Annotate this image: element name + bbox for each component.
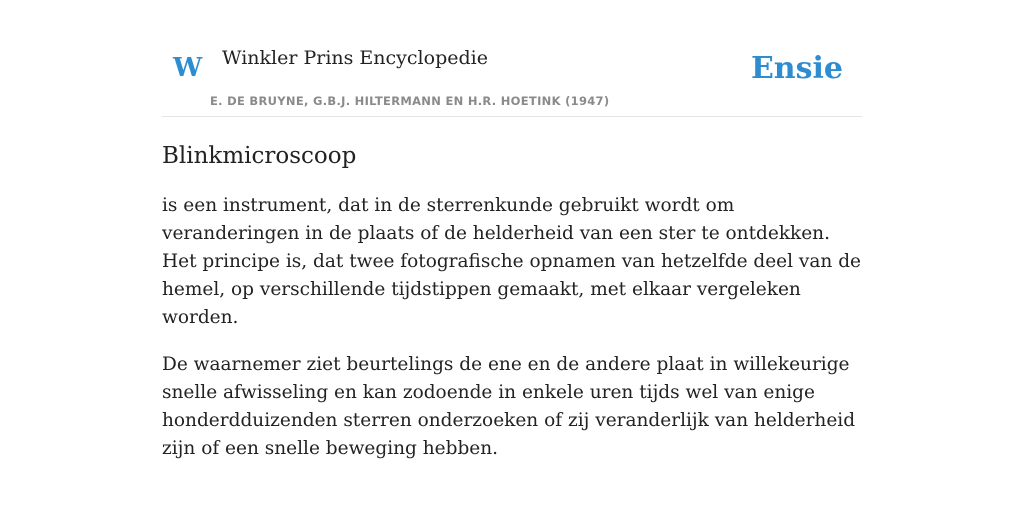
entry-paragraph: is een instrument, dat in de sterrenkunde gebruikt wordt om veranderingen in de plaats of de helderheid van een ster te ontdekken. Het principe is, dat twee fotografische opnamen van hetzelfde deel van de hemel, op verschillende tijdstippen gemaakt, met elkaar vergeleken worden. (162, 195, 861, 328)
entry-title: Blinkmicroscoop (162, 143, 357, 169)
source-authors: E. DE BRUYNE, G.B.J. HILTERMANN EN H.R. HOETINK (1947) (210, 94, 610, 108)
entry-paragraph: De waarnemer ziet beurtelings de ene en de andere plaat in willekeurige snelle afwisseling en kan zodoende in enkele uren tijds wel van enige honderdduizenden sterren onderzoeken of zij veranderlijk van helderheid zijn of een snelle beweging hebben. (162, 354, 856, 459)
page-container (162, 0, 862, 463)
brand-logo-link[interactable]: Ensie (750, 51, 843, 86)
source-header (162, 0, 862, 117)
source-logo: W (173, 53, 203, 83)
source-title[interactable]: Winkler Prins Encyclopedie (222, 47, 488, 69)
